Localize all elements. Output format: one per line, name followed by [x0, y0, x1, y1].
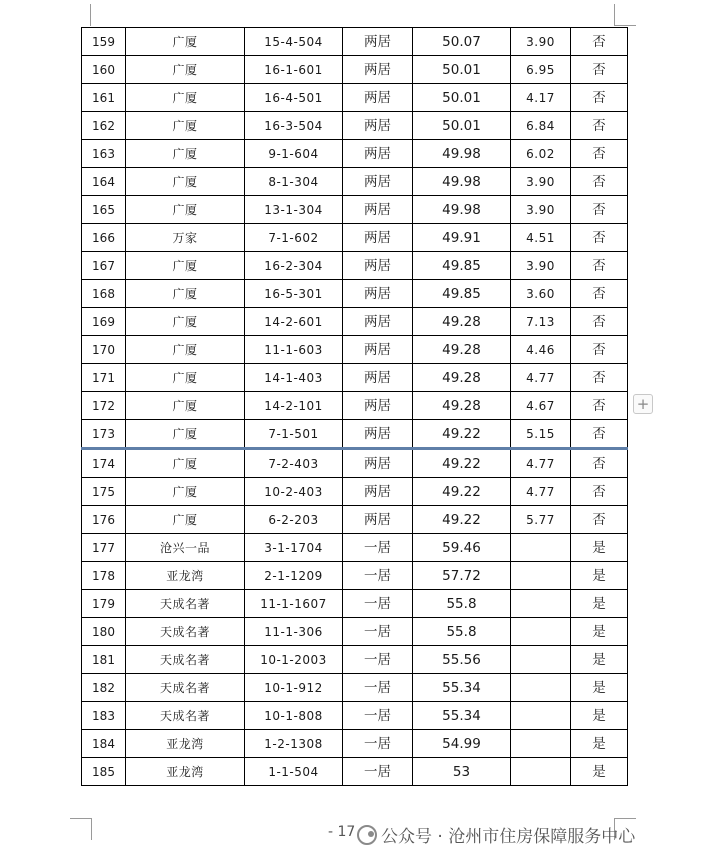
project-name-cell: 天成名著	[126, 618, 245, 646]
floor-area-cell: 49.98	[413, 168, 511, 196]
unit-address-cell: 14-2-101	[245, 392, 343, 420]
unit-address-cell: 16-3-504	[245, 112, 343, 140]
table-row	[82, 478, 628, 506]
floor-area-cell: 49.28	[413, 392, 511, 420]
watermark	[357, 822, 635, 847]
rent-price-cell: 3.60	[511, 280, 571, 308]
row-number-cell: 159	[82, 28, 126, 56]
table-row	[82, 112, 628, 140]
floor-area-cell: 55.56	[413, 646, 511, 674]
row-number-cell: 165	[82, 196, 126, 224]
eligibility-flag-cell: 否	[571, 364, 628, 392]
eligibility-flag-cell: 是	[571, 758, 628, 786]
floor-area-cell: 50.01	[413, 56, 511, 84]
room-type-cell: 两居	[343, 364, 413, 392]
eligibility-flag-cell: 否	[571, 140, 628, 168]
project-name-cell: 广厦	[126, 478, 245, 506]
eligibility-flag-cell: 否	[571, 224, 628, 252]
eligibility-flag-cell: 否	[571, 478, 628, 506]
eligibility-flag-cell: 是	[571, 674, 628, 702]
room-type-cell: 两居	[343, 196, 413, 224]
room-type-cell: 两居	[343, 506, 413, 534]
floor-area-cell: 49.85	[413, 280, 511, 308]
table-row	[82, 56, 628, 84]
row-number-cell: 177	[82, 534, 126, 562]
row-number-cell: 183	[82, 702, 126, 730]
project-name-cell: 广厦	[126, 252, 245, 280]
floor-area-cell: 49.28	[413, 364, 511, 392]
project-name-cell: 广厦	[126, 56, 245, 84]
page-number: - 17	[328, 824, 356, 840]
rent-price-cell: 6.84	[511, 112, 571, 140]
rent-price-cell: 4.77	[511, 478, 571, 506]
eligibility-flag-cell: 否	[571, 196, 628, 224]
project-name-cell: 广厦	[126, 168, 245, 196]
room-type-cell: 两居	[343, 308, 413, 336]
rent-price-cell: 3.90	[511, 28, 571, 56]
table-row	[82, 506, 628, 534]
unit-address-cell: 16-2-304	[245, 252, 343, 280]
project-name-cell: 沧兴一品	[126, 534, 245, 562]
rent-price-cell	[511, 618, 571, 646]
project-name-cell: 广厦	[126, 364, 245, 392]
rent-price-cell: 3.90	[511, 168, 571, 196]
eligibility-flag-cell: 是	[571, 534, 628, 562]
row-number-cell: 163	[82, 140, 126, 168]
unit-address-cell: 1-2-1308	[245, 730, 343, 758]
row-number-cell: 169	[82, 308, 126, 336]
row-number-cell: 175	[82, 478, 126, 506]
unit-address-cell: 2-1-1209	[245, 562, 343, 590]
table-row	[82, 674, 628, 702]
unit-address-cell: 16-1-601	[245, 56, 343, 84]
project-name-cell: 天成名著	[126, 646, 245, 674]
housing-allocation-table	[81, 27, 628, 786]
unit-address-cell: 16-5-301	[245, 280, 343, 308]
eligibility-flag-cell: 否	[571, 506, 628, 534]
project-name-cell: 广厦	[126, 140, 245, 168]
unit-address-cell: 7-1-501	[245, 420, 343, 449]
unit-address-cell: 1-1-504	[245, 758, 343, 786]
rent-price-cell: 5.77	[511, 506, 571, 534]
rent-price-cell	[511, 702, 571, 730]
table-row	[82, 646, 628, 674]
wechat-logo-icon	[357, 825, 377, 845]
crop-mark-bottom-left	[70, 818, 92, 819]
table-row	[82, 364, 628, 392]
rent-price-cell: 4.77	[511, 449, 571, 478]
table-row	[82, 702, 628, 730]
eligibility-flag-cell: 是	[571, 702, 628, 730]
table-row	[82, 618, 628, 646]
eligibility-flag-cell: 否	[571, 252, 628, 280]
table-row	[82, 280, 628, 308]
room-type-cell: 两居	[343, 56, 413, 84]
row-number-cell: 174	[82, 449, 126, 478]
floor-area-cell: 49.98	[413, 196, 511, 224]
unit-address-cell: 16-4-501	[245, 84, 343, 112]
floor-area-cell: 50.07	[413, 28, 511, 56]
unit-address-cell: 10-2-403	[245, 478, 343, 506]
table-row	[82, 392, 628, 420]
project-name-cell: 亚龙湾	[126, 758, 245, 786]
unit-address-cell: 10-1-2003	[245, 646, 343, 674]
row-number-cell: 162	[82, 112, 126, 140]
row-number-cell: 160	[82, 56, 126, 84]
table-row	[82, 28, 628, 56]
floor-area-cell: 55.34	[413, 702, 511, 730]
room-type-cell: 两居	[343, 449, 413, 478]
row-number-cell: 181	[82, 646, 126, 674]
eligibility-flag-cell: 否	[571, 449, 628, 478]
room-type-cell: 一居	[343, 590, 413, 618]
crop-mark-top-right	[614, 4, 615, 26]
row-number-cell: 166	[82, 224, 126, 252]
row-number-cell: 168	[82, 280, 126, 308]
eligibility-flag-cell: 是	[571, 618, 628, 646]
floor-area-cell: 53	[413, 758, 511, 786]
eligibility-flag-cell: 是	[571, 562, 628, 590]
room-type-cell: 两居	[343, 478, 413, 506]
unit-address-cell: 13-1-304	[245, 196, 343, 224]
floor-area-cell: 50.01	[413, 84, 511, 112]
rent-price-cell: 4.77	[511, 364, 571, 392]
project-name-cell: 广厦	[126, 84, 245, 112]
room-type-cell: 一居	[343, 674, 413, 702]
plus-icon: +	[636, 395, 650, 413]
project-name-cell: 广厦	[126, 308, 245, 336]
table-row	[82, 336, 628, 364]
unit-address-cell: 14-1-403	[245, 364, 343, 392]
unit-address-cell: 3-1-1704	[245, 534, 343, 562]
floor-area-cell: 55.34	[413, 674, 511, 702]
row-number-cell: 185	[82, 758, 126, 786]
row-number-cell: 173	[82, 420, 126, 449]
crop-mark-bottom-right	[614, 818, 636, 819]
rent-price-cell	[511, 758, 571, 786]
room-type-cell: 一居	[343, 758, 413, 786]
crop-mark-top-left	[90, 4, 91, 26]
room-type-cell: 一居	[343, 562, 413, 590]
crop-mark-top-right	[614, 25, 636, 26]
project-name-cell: 广厦	[126, 392, 245, 420]
unit-address-cell: 11-1-1607	[245, 590, 343, 618]
eligibility-flag-cell: 否	[571, 168, 628, 196]
floor-area-cell: 49.28	[413, 336, 511, 364]
row-number-cell: 172	[82, 392, 126, 420]
room-type-cell: 两居	[343, 392, 413, 420]
project-name-cell: 广厦	[126, 420, 245, 449]
eligibility-flag-cell: 否	[571, 308, 628, 336]
floor-area-cell: 59.46	[413, 534, 511, 562]
project-name-cell: 广厦	[126, 449, 245, 478]
table-row	[82, 449, 628, 478]
unit-address-cell: 6-2-203	[245, 506, 343, 534]
eligibility-flag-cell: 否	[571, 336, 628, 364]
rent-price-cell: 6.02	[511, 140, 571, 168]
room-type-cell: 两居	[343, 280, 413, 308]
table-row	[82, 196, 628, 224]
row-number-cell: 178	[82, 562, 126, 590]
row-number-cell: 170	[82, 336, 126, 364]
room-type-cell: 一居	[343, 646, 413, 674]
project-name-cell: 广厦	[126, 28, 245, 56]
floor-area-cell: 49.91	[413, 224, 511, 252]
project-name-cell: 天成名著	[126, 674, 245, 702]
floor-area-cell: 49.85	[413, 252, 511, 280]
floor-area-cell: 57.72	[413, 562, 511, 590]
project-name-cell: 天成名著	[126, 702, 245, 730]
unit-address-cell: 11-1-306	[245, 618, 343, 646]
eligibility-flag-cell: 否	[571, 280, 628, 308]
floor-area-cell: 49.98	[413, 140, 511, 168]
floor-area-cell: 49.22	[413, 420, 511, 449]
room-type-cell: 一居	[343, 534, 413, 562]
room-type-cell: 两居	[343, 336, 413, 364]
crop-mark-bottom-left	[91, 818, 92, 840]
room-type-cell: 两居	[343, 28, 413, 56]
rent-price-cell	[511, 562, 571, 590]
unit-address-cell: 8-1-304	[245, 168, 343, 196]
floor-area-cell: 54.99	[413, 730, 511, 758]
unit-address-cell: 7-2-403	[245, 449, 343, 478]
floor-area-cell: 49.22	[413, 506, 511, 534]
eligibility-flag-cell: 是	[571, 590, 628, 618]
rent-price-cell	[511, 730, 571, 758]
eligibility-flag-cell: 是	[571, 646, 628, 674]
table-row	[82, 140, 628, 168]
table-row	[82, 758, 628, 786]
unit-address-cell: 15-4-504	[245, 28, 343, 56]
rent-price-cell	[511, 590, 571, 618]
room-type-cell: 一居	[343, 618, 413, 646]
table-row	[82, 590, 628, 618]
unit-address-cell: 9-1-604	[245, 140, 343, 168]
rent-price-cell	[511, 646, 571, 674]
add-row-button[interactable]	[633, 394, 653, 414]
table-row	[82, 252, 628, 280]
rent-price-cell: 4.51	[511, 224, 571, 252]
project-name-cell: 广厦	[126, 280, 245, 308]
row-number-cell: 161	[82, 84, 126, 112]
room-type-cell: 两居	[343, 224, 413, 252]
rent-price-cell: 4.17	[511, 84, 571, 112]
eligibility-flag-cell: 否	[571, 112, 628, 140]
eligibility-flag-cell: 否	[571, 420, 628, 449]
rent-price-cell: 6.95	[511, 56, 571, 84]
project-name-cell: 广厦	[126, 112, 245, 140]
rent-price-cell: 3.90	[511, 196, 571, 224]
table-row	[82, 308, 628, 336]
room-type-cell: 两居	[343, 252, 413, 280]
project-name-cell: 万家	[126, 224, 245, 252]
room-type-cell: 一居	[343, 730, 413, 758]
project-name-cell: 广厦	[126, 506, 245, 534]
rent-price-cell: 3.90	[511, 252, 571, 280]
row-number-cell: 180	[82, 618, 126, 646]
project-name-cell: 广厦	[126, 336, 245, 364]
room-type-cell: 一居	[343, 702, 413, 730]
table-row	[82, 84, 628, 112]
project-name-cell: 天成名著	[126, 590, 245, 618]
rent-price-cell: 4.46	[511, 336, 571, 364]
floor-area-cell: 49.22	[413, 478, 511, 506]
eligibility-flag-cell: 否	[571, 56, 628, 84]
room-type-cell: 两居	[343, 168, 413, 196]
room-type-cell: 两居	[343, 84, 413, 112]
unit-address-cell: 10-1-808	[245, 702, 343, 730]
room-type-cell: 两居	[343, 140, 413, 168]
row-number-cell: 179	[82, 590, 126, 618]
unit-address-cell: 7-1-602	[245, 224, 343, 252]
floor-area-cell: 55.8	[413, 618, 511, 646]
eligibility-flag-cell: 否	[571, 392, 628, 420]
room-type-cell: 两居	[343, 420, 413, 449]
floor-area-cell: 49.28	[413, 308, 511, 336]
eligibility-flag-cell: 是	[571, 730, 628, 758]
table-row	[82, 534, 628, 562]
table-row	[82, 224, 628, 252]
floor-area-cell: 50.01	[413, 112, 511, 140]
eligibility-flag-cell: 否	[571, 28, 628, 56]
floor-area-cell: 55.8	[413, 590, 511, 618]
row-number-cell: 167	[82, 252, 126, 280]
floor-area-cell: 49.22	[413, 449, 511, 478]
project-name-cell: 亚龙湾	[126, 730, 245, 758]
row-number-cell: 164	[82, 168, 126, 196]
project-name-cell: 亚龙湾	[126, 562, 245, 590]
table-row	[82, 730, 628, 758]
unit-address-cell: 10-1-912	[245, 674, 343, 702]
table-row	[82, 562, 628, 590]
rent-price-cell: 5.15	[511, 420, 571, 449]
rent-price-cell	[511, 674, 571, 702]
watermark-text: 公众号 · 沧州市住房保障服务中心	[381, 827, 636, 847]
row-number-cell: 171	[82, 364, 126, 392]
rent-price-cell: 7.13	[511, 308, 571, 336]
unit-address-cell: 11-1-603	[245, 336, 343, 364]
row-number-cell: 176	[82, 506, 126, 534]
unit-address-cell: 14-2-601	[245, 308, 343, 336]
eligibility-flag-cell: 否	[571, 84, 628, 112]
table-row	[82, 168, 628, 196]
row-number-cell: 184	[82, 730, 126, 758]
room-type-cell: 两居	[343, 112, 413, 140]
table-row	[82, 420, 628, 449]
rent-price-cell	[511, 534, 571, 562]
row-number-cell: 182	[82, 674, 126, 702]
rent-price-cell: 4.67	[511, 392, 571, 420]
project-name-cell: 广厦	[126, 196, 245, 224]
